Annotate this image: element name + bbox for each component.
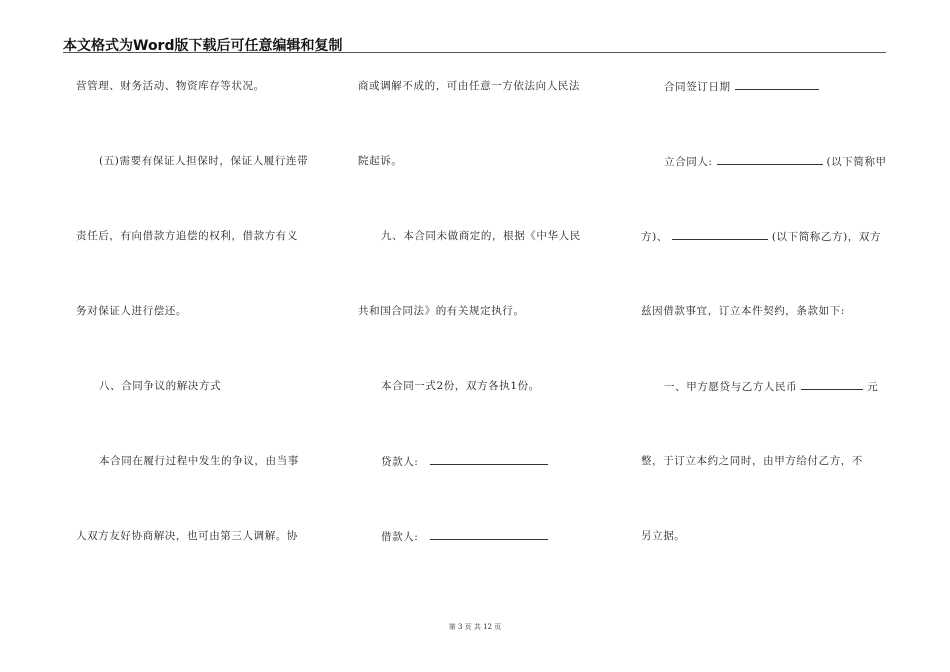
text-line: 兹因借款事宜，订立本件契约，条款如下: — [641, 305, 845, 317]
text-line: 院起诉。 — [358, 155, 403, 167]
lender-label: 贷款人: — [381, 456, 419, 468]
contract-party-label: 立合同人: — [664, 156, 713, 168]
text-column-3 — [641, 0, 887, 620]
text-line: 本合同在履行过程中发生的争议，由当事 — [99, 455, 299, 467]
text-line: 人双方友好协商解决，也可由第三人调解。协 — [76, 530, 298, 542]
currency-unit: 元 — [867, 381, 879, 393]
loan-amount-blank — [801, 379, 863, 390]
lender-signature-line — [358, 454, 548, 469]
borrower-blank — [430, 529, 548, 540]
party-a-suffix: (以下简称甲 — [826, 156, 887, 168]
document-header-title: 本文格式为Word版下载后可任意编辑和复制 — [63, 38, 343, 54]
party-a-line — [641, 154, 887, 169]
sign-date-blank — [735, 79, 819, 90]
text-line: 整，于订立本约之同时，由甲方给付乙方，不 — [641, 455, 863, 467]
sign-date-line — [641, 79, 819, 94]
lender-blank — [430, 454, 548, 465]
party-a-blank — [717, 154, 823, 165]
page-number: 第 3 页 共 12 页 — [448, 623, 502, 631]
loan-amount-line — [641, 379, 878, 394]
party-b-line — [641, 229, 881, 244]
section-heading: 九、本合同未做商定的，根据《中华人民 — [381, 230, 581, 242]
text-line: 营管理、财务活动、物资库存等状况。 — [76, 80, 265, 92]
text-line: 另立据。 — [641, 530, 686, 542]
text-line: 责任后，有向借款方追偿的权利，借款方有义 — [76, 230, 298, 242]
text-line: (五)需要有保证人担保时，保证人履行连带 — [99, 155, 309, 167]
text-line: 务对保证人进行偿还。 — [76, 305, 187, 317]
section-heading: 八、合同争议的解决方式 — [99, 380, 222, 392]
text-column-2 — [358, 0, 608, 620]
borrower-label: 借款人: — [381, 531, 419, 543]
party-b-prefix: 方)、 — [641, 231, 668, 243]
text-column-1 — [76, 0, 326, 620]
text-line: 商或调解不成的，可由任意一方依法向人民法 — [358, 80, 580, 92]
borrower-signature-line — [358, 529, 548, 544]
party-b-blank — [672, 229, 768, 240]
sign-date-label: 合同签订日期 — [664, 81, 731, 93]
text-line: 共和国合同法》的有关规定执行。 — [358, 305, 525, 317]
loan-amount-label: 一、甲方愿贷与乙方人民币 — [664, 381, 798, 393]
party-b-suffix: (以下简称乙方)，双方 — [771, 231, 882, 243]
text-line: 本合同一式2份，双方各执1份。 — [381, 380, 540, 392]
